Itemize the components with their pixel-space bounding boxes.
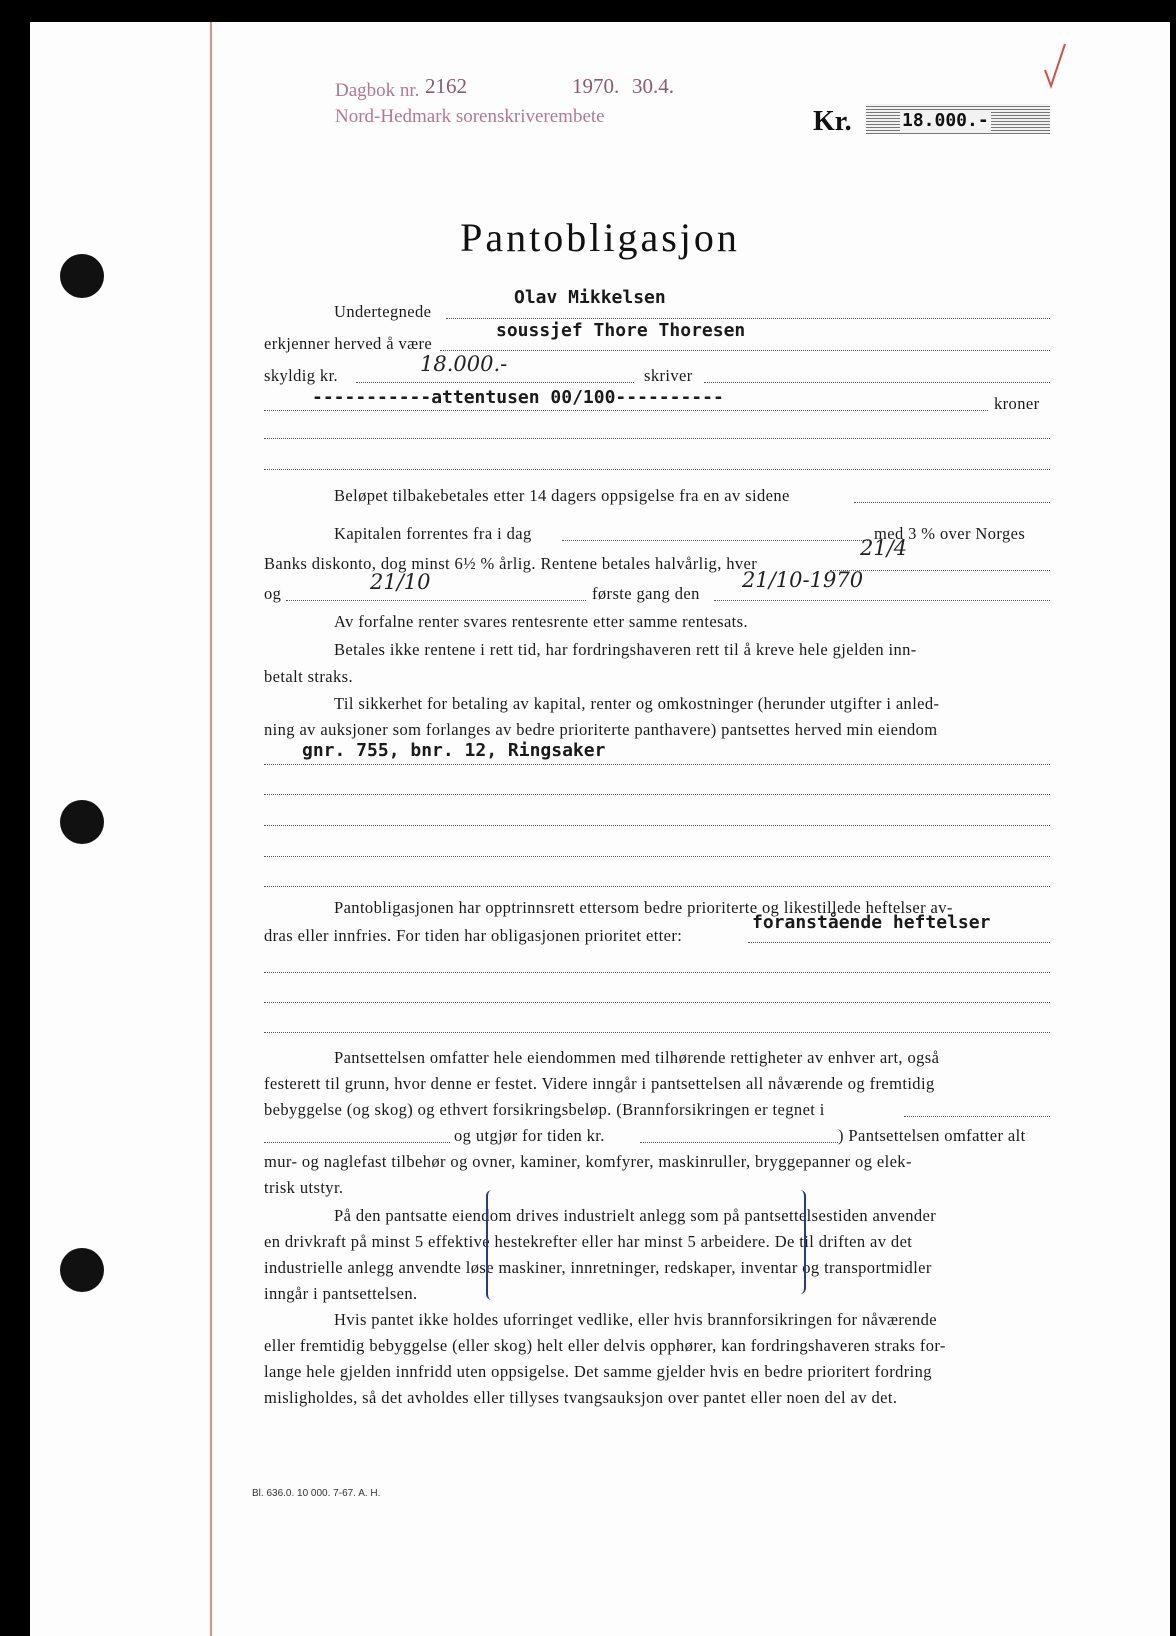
amount-in-words: -----------attentusen 00/100---------- — [312, 387, 724, 408]
undertegnede-value: Olav Mikkelsen — [514, 287, 666, 308]
dotted-line — [640, 1142, 838, 1143]
maintenance-line-4: misligholdes, så det avholdes eller tillyses tvangsauksjon over pantet eller noen del av det. — [264, 1388, 898, 1407]
amount-value: 18.000.- — [902, 110, 989, 131]
skyldig-value: 18.000.- — [420, 352, 508, 376]
interest-date-1: 21/4 — [860, 536, 908, 560]
terms-line-2b: med 3 % over Norges — [874, 524, 1026, 543]
dotted-line — [264, 764, 1050, 765]
dotted-line — [264, 972, 1050, 973]
dotted-line — [264, 1142, 450, 1143]
punch-hole-middle — [60, 800, 104, 844]
blue-bracket-right — [798, 1190, 806, 1294]
dotted-line — [704, 382, 1050, 383]
maintenance-line-3: lange hele gjelden innfridd uten oppsigelse. Det samme gjelder hvis en bedre prioritert fordring — [264, 1362, 932, 1381]
industry-line-4: inngår i pantsettelsen. — [264, 1284, 418, 1303]
scope-line-6: trisk utstyr. — [264, 1178, 344, 1197]
dotted-line — [446, 318, 1050, 319]
dotted-line — [440, 350, 1050, 351]
stamp-date: 30.4. — [632, 74, 674, 98]
dotted-line — [264, 469, 1050, 470]
terms-line-1: Beløpet tilbakebetales etter 14 dagers oppsigelse fra en av sidene — [334, 486, 790, 505]
priority-line-1: Pantobligasjonen har opptrinnsrett ettersom bedre prioriterte og likestillede heftelser av- — [334, 898, 953, 917]
industry-line-3: industrielle anlegg anvendte løse maskiner, innretninger, redskaper, inventar og transportmidler — [264, 1258, 932, 1277]
scope-line-3: bebyggelse (og skog) og ethvert forsikringsbeløp. (Brannforsikringen er tegnet i — [264, 1100, 825, 1119]
dagbok-number: 2162 — [425, 74, 467, 98]
undertegnede-label: Undertegnede — [334, 302, 432, 321]
dagbok-label: Dagbok nr. — [335, 80, 420, 101]
stamp-year: 1970. — [572, 74, 620, 98]
red-margin-line — [210, 22, 212, 1636]
scope-line-4b: ) Pantsettelsen omfatter alt — [838, 1126, 1026, 1145]
industry-line-2: en drivkraft på minst 5 effektive hestekrefter eller har minst 5 arbeidere. De til driften av det — [264, 1232, 913, 1251]
industry-line-1: På den pantsatte eiendom drives industrielt anlegg som på pantsettelsestiden anvender — [334, 1206, 937, 1225]
terms-line-2a: Kapitalen forrentes fra i dag — [334, 524, 532, 543]
dotted-line — [264, 856, 1050, 857]
dotted-line — [264, 410, 988, 411]
skyldig-label: skyldig kr. — [264, 366, 339, 385]
dotted-line — [854, 502, 1050, 503]
scope-line-4a: og utgjør for tiden kr. — [454, 1126, 605, 1145]
terms-line-8: Til sikkerhet for betaling av kapital, renter og omkostninger (herunder utgifter i anled- — [334, 694, 940, 713]
dotted-line — [286, 600, 586, 601]
dotted-line — [264, 886, 1050, 887]
stamp-office: Nord-Hedmark sorenskriverembete — [335, 106, 605, 127]
punch-hole-bottom — [60, 1248, 104, 1292]
terms-line-6: Betales ikke rentene i rett tid, har fordringshaveren rett til å kreve hele gjelden inn- — [334, 640, 917, 659]
scope-line-1: Pantsettelsen omfatter hele eiendommen med tilhørende rettigheter av enhver art, også — [334, 1048, 940, 1067]
dotted-line — [562, 540, 870, 541]
terms-line-4b: første gang den — [592, 584, 700, 603]
dotted-line — [714, 600, 1050, 601]
erkjenner-value: soussjef Thore Thoresen — [496, 320, 746, 341]
scope-line-2: festerett til grunn, hvor denne er festet. Videre inngår i pantsettelsen all nåværende og fremtidig — [264, 1074, 935, 1093]
first-payment-date: 21/10-1970 — [742, 568, 864, 592]
dotted-line — [264, 1002, 1050, 1003]
maintenance-line-2: eller fremtidig bebyggelse (eller skog) helt eller delvis opphører, kan fordringshaveren straks for- — [264, 1336, 946, 1355]
interest-date-2: 21/10 — [370, 570, 431, 594]
terms-line-4a: og — [264, 584, 282, 603]
dotted-line — [264, 794, 1050, 795]
paper-sheet — [30, 22, 1170, 1636]
terms-line-5: Av forfalne renter svares rentesrente etter samme rentesats. — [334, 612, 749, 631]
terms-line-3: Banks diskonto, dog minst 6½ % årlig. Rentene betales halvårlig, hver — [264, 554, 758, 573]
form-footer: Bl. 636.0. 10 000. 7-67. A. H. — [252, 1488, 381, 1499]
terms-line-7: betalt straks. — [264, 667, 353, 686]
dotted-line — [356, 382, 634, 383]
maintenance-line-1: Hvis pantet ikke holdes uforringet vedlike, eller hvis brannforsikringen for nåværende — [334, 1310, 938, 1329]
dotted-line — [264, 438, 1050, 439]
amount-label: Kr. — [813, 106, 852, 137]
priority-value: foranstående heftelser — [752, 912, 991, 933]
kroner-label: kroner — [994, 394, 1040, 413]
dotted-line — [264, 1032, 1050, 1033]
property-value: gnr. 755, bnr. 12, Ringsaker — [302, 740, 606, 761]
dotted-line — [264, 825, 1050, 826]
terms-line-9: ning av auksjoner som forlanges av bedre prioriterte panthavere) pantsettes herved min eiendom — [264, 720, 938, 739]
checkmark-icon — [1042, 42, 1068, 90]
dotted-line — [748, 942, 1050, 943]
blue-bracket-left — [486, 1190, 494, 1300]
scope-line-5: mur- og naglefast tilbehør og ovner, kaminer, komfyrer, maskinruller, bryggepanner og elek- — [264, 1152, 912, 1171]
dotted-line — [904, 1116, 1050, 1117]
erkjenner-label: erkjenner herved å være — [264, 334, 433, 353]
priority-line-2: dras eller innfries. For tiden har obligasjonen prioritet etter: — [264, 926, 683, 945]
document-title: Pantobligasjon — [460, 215, 740, 260]
skriver-label: skriver — [644, 366, 693, 385]
